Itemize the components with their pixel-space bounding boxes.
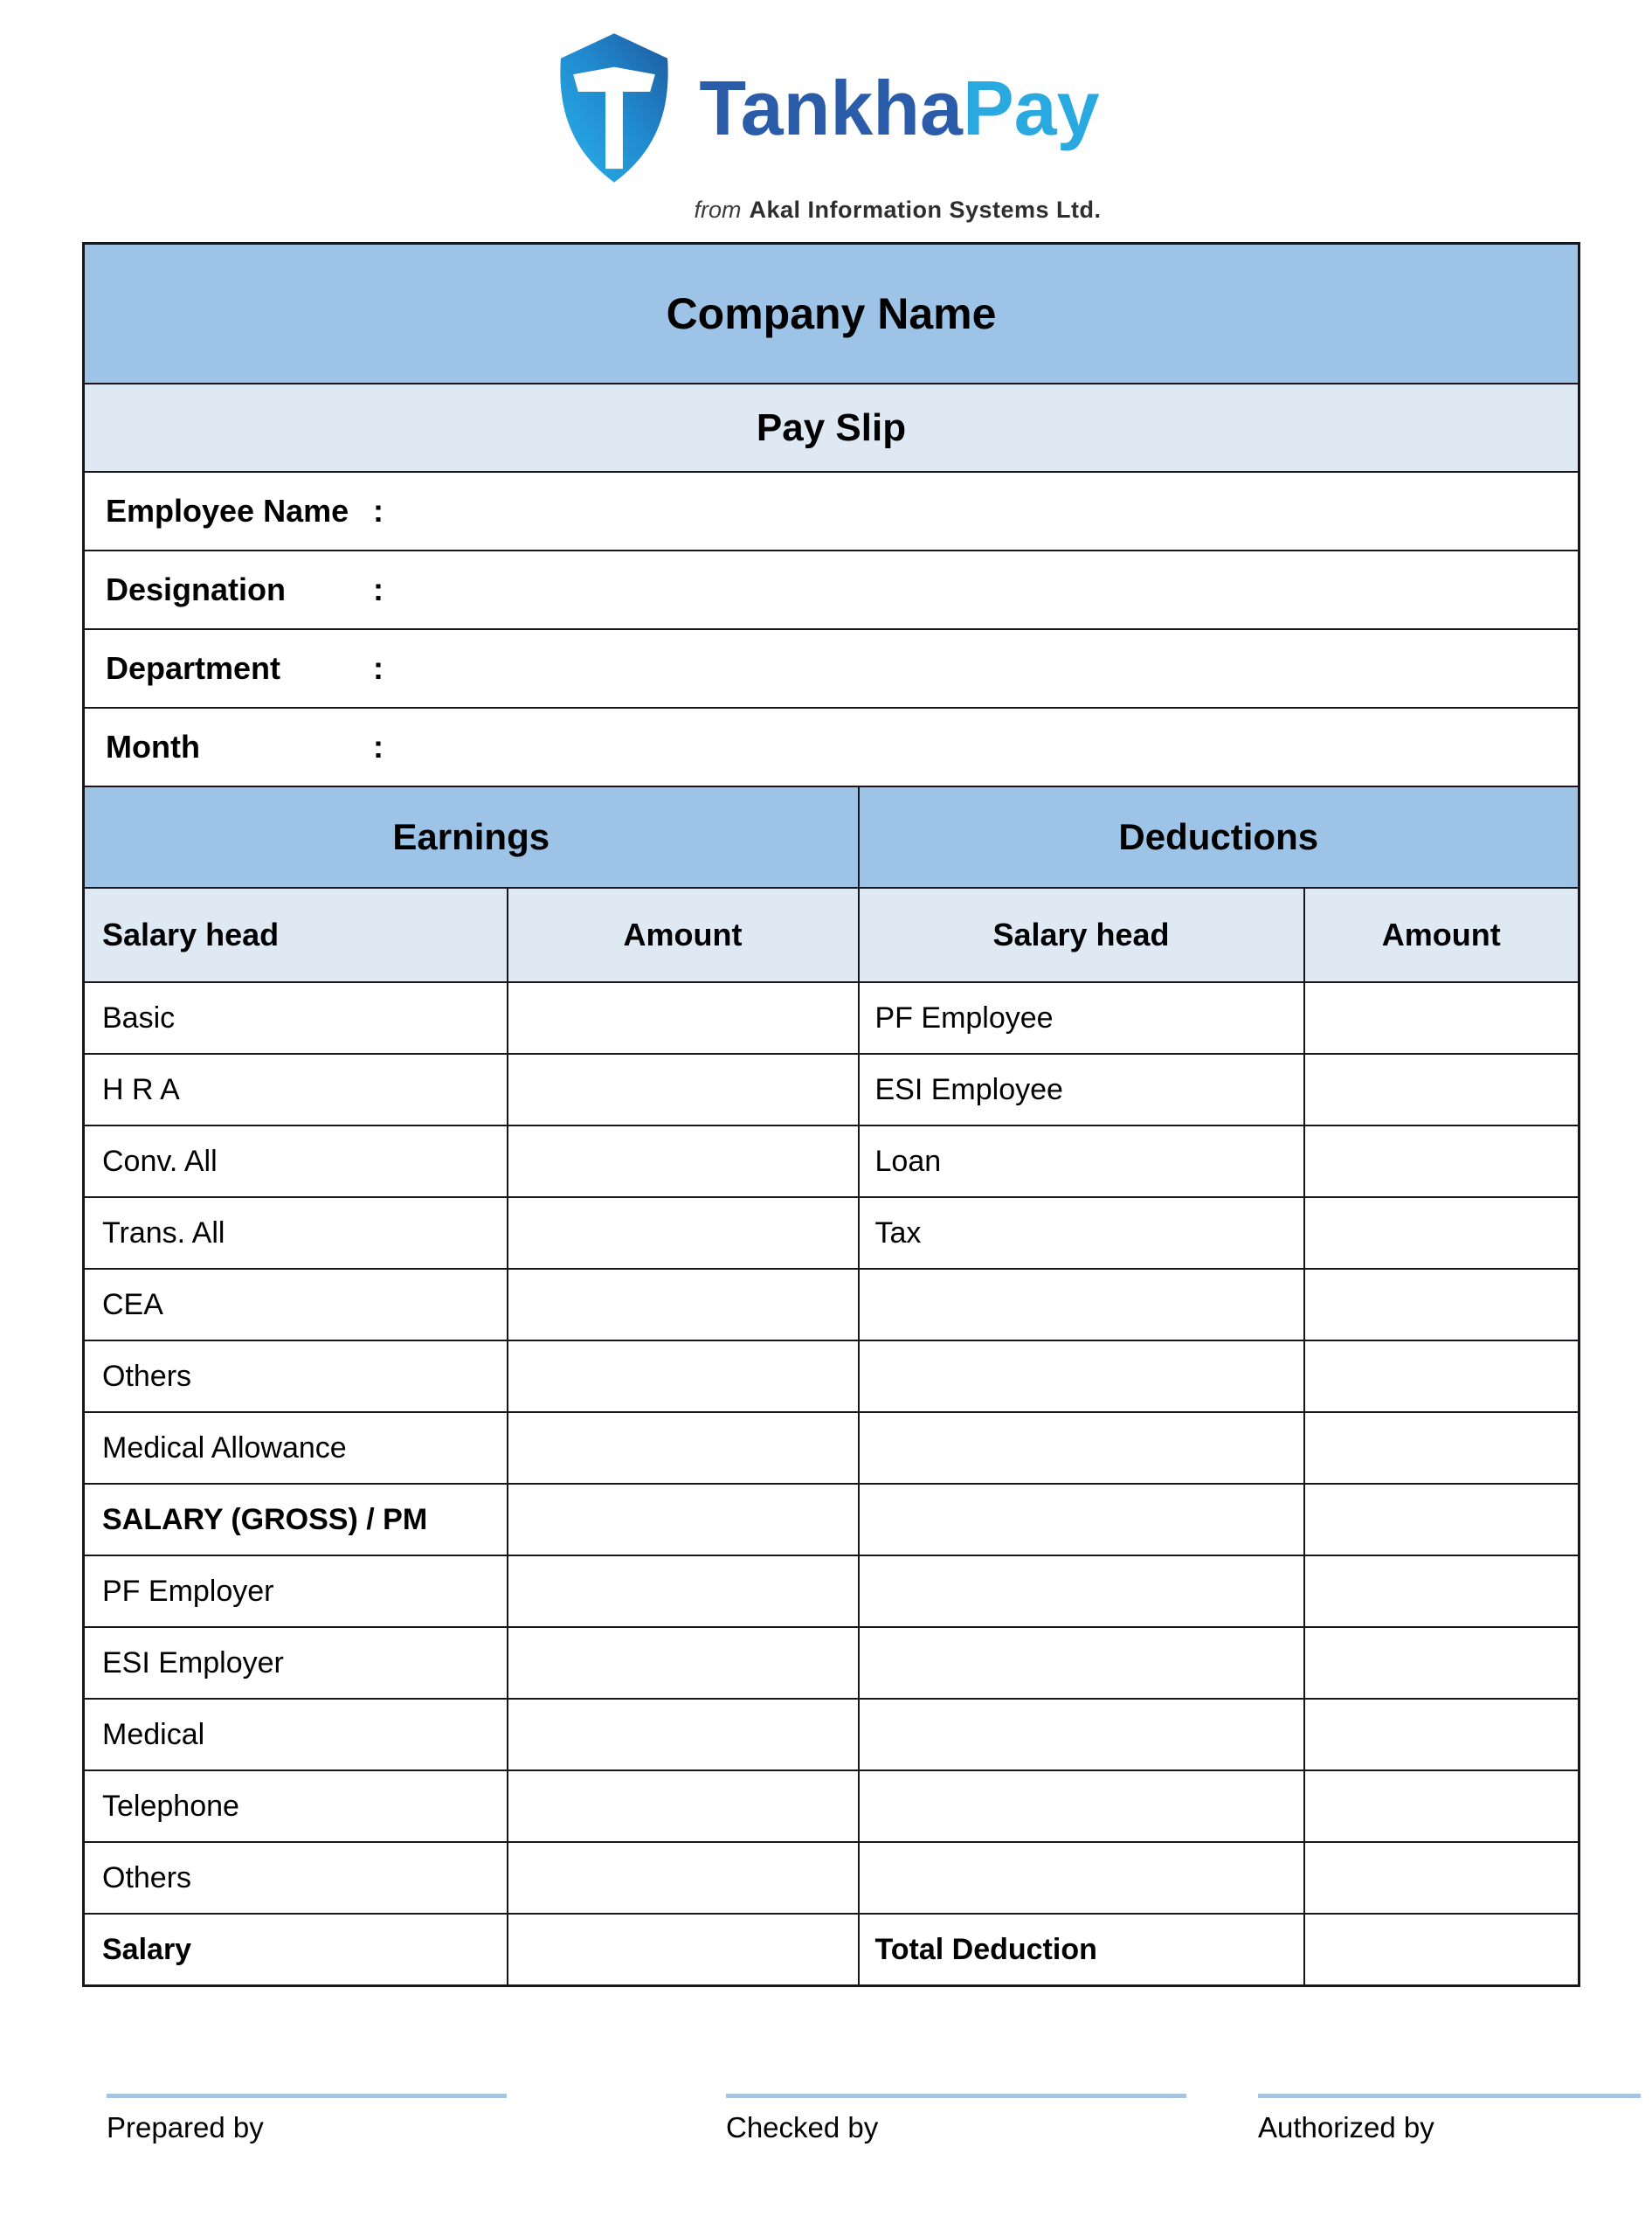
earning-amount-cell (508, 1340, 859, 1412)
earning-label-cell: PF Employer (84, 1555, 508, 1627)
earning-label-cell: Others (84, 1340, 508, 1412)
table-row (84, 1555, 1579, 1627)
deduction-label-cell (859, 1842, 1304, 1914)
employee-name-label: Employee Name (106, 493, 349, 529)
tagline-company: Akal Information Systems Ltd. (749, 197, 1102, 223)
earning-label-cell: Medical Allowance (84, 1412, 508, 1484)
table-row (84, 1412, 1579, 1484)
table-row (84, 982, 1579, 1054)
earning-label-cell: CEA (84, 1269, 508, 1340)
deduction-amount-cell (1304, 1484, 1579, 1555)
signature-line (726, 2094, 1186, 2098)
deduction-amount-cell (1304, 1914, 1579, 1986)
earnings-amount-header: Amount (508, 888, 859, 982)
deduction-label-cell (859, 1484, 1304, 1555)
signature-line (1258, 2094, 1641, 2098)
month-colon: : (373, 729, 384, 765)
earning-amount-cell (508, 1412, 859, 1484)
table-row (84, 1699, 1579, 1770)
column-header-row (84, 888, 1579, 982)
earning-amount-cell (508, 1269, 859, 1340)
deduction-label-cell (859, 1627, 1304, 1699)
department-colon: : (373, 650, 384, 686)
designation-colon: : (373, 571, 384, 607)
deduction-label-cell: Tax (859, 1197, 1304, 1269)
logo-row (552, 30, 1099, 186)
signature-block-prepared-by (107, 2094, 507, 2144)
deductions-salary-head-header: Salary head (859, 888, 1304, 982)
earning-label-cell: H R A (84, 1054, 508, 1125)
deduction-label-cell (859, 1340, 1304, 1412)
table-row (84, 1340, 1579, 1412)
deduction-label-cell: PF Employee (859, 982, 1304, 1054)
deductions-amount-header: Amount (1304, 888, 1579, 982)
deduction-amount-cell (1304, 1770, 1579, 1842)
table-row (84, 1770, 1579, 1842)
earning-amount-cell (508, 1699, 859, 1770)
deduction-label-cell (859, 1555, 1304, 1627)
signature-label: Checked by (726, 2111, 879, 2144)
deduction-amount-cell (1304, 1269, 1579, 1340)
table-row (84, 1054, 1579, 1125)
info-row-department (84, 629, 1579, 708)
earning-amount-cell (508, 1197, 859, 1269)
table-row (84, 1627, 1579, 1699)
deduction-amount-cell (1304, 1555, 1579, 1627)
info-row-designation (84, 551, 1579, 629)
earning-label-cell: Conv. All (84, 1125, 508, 1197)
earning-amount-cell (508, 1627, 859, 1699)
deduction-label-cell: Loan (859, 1125, 1304, 1197)
table-row (84, 1125, 1579, 1197)
company-name-row (84, 244, 1579, 384)
signature-label: Authorized by (1258, 2111, 1434, 2144)
payslip-title-cell: Pay Slip (84, 384, 1579, 472)
tagline-prefix: from (694, 197, 742, 223)
deduction-label-cell (859, 1412, 1304, 1484)
deduction-label-cell: Total Deduction (859, 1914, 1304, 1986)
earning-label-cell: Trans. All (84, 1197, 508, 1269)
deduction-amount-cell (1304, 1054, 1579, 1125)
earning-amount-cell (508, 1484, 859, 1555)
deduction-label-cell (859, 1770, 1304, 1842)
signature-line (107, 2094, 507, 2098)
deduction-amount-cell (1304, 1842, 1579, 1914)
logo (0, 30, 1652, 224)
earning-amount-cell (508, 1054, 859, 1125)
brand-secondary-text: Pay (962, 64, 1100, 151)
designation-label: Designation (106, 571, 287, 607)
table-row (84, 1914, 1579, 1986)
info-row-employee-name (84, 472, 1579, 551)
earning-label-cell: Telephone (84, 1770, 508, 1842)
signature-block-authorized-by (1258, 2094, 1641, 2144)
earning-label-cell: Others (84, 1842, 508, 1914)
company-name-cell: Company Name (84, 244, 1579, 384)
earnings-salary-head-header: Salary head (84, 888, 508, 982)
earning-label-cell: Salary (84, 1914, 508, 1986)
deduction-amount-cell (1304, 1125, 1579, 1197)
table-row (84, 1484, 1579, 1555)
info-row-month (84, 708, 1579, 786)
earning-label-cell: SALARY (GROSS) / PM (84, 1484, 508, 1555)
payslip-title-row (84, 384, 1579, 472)
deduction-amount-cell (1304, 982, 1579, 1054)
earning-label-cell: Basic (84, 982, 508, 1054)
earning-label-cell: Medical (84, 1699, 508, 1770)
deduction-label-cell: ESI Employee (859, 1054, 1304, 1125)
deduction-amount-cell (1304, 1627, 1579, 1699)
month-label: Month (106, 729, 200, 765)
deduction-amount-cell (1304, 1197, 1579, 1269)
brand-wordmark (699, 64, 1100, 151)
table-row (84, 1269, 1579, 1340)
earnings-header-cell: Earnings (84, 786, 859, 888)
deduction-amount-cell (1304, 1699, 1579, 1770)
earning-amount-cell (508, 1125, 859, 1197)
deduction-label-cell (859, 1269, 1304, 1340)
earning-label-cell: ESI Employer (84, 1627, 508, 1699)
deduction-amount-cell (1304, 1340, 1579, 1412)
table-row (84, 1842, 1579, 1914)
section-header-row (84, 786, 1579, 888)
department-label: Department (106, 650, 281, 686)
tankhapay-shield-icon (552, 30, 676, 186)
table-row (84, 1197, 1579, 1269)
brand-primary-text: Tankha (699, 64, 963, 151)
earning-amount-cell (508, 982, 859, 1054)
deduction-amount-cell (1304, 1412, 1579, 1484)
deductions-header-cell: Deductions (859, 786, 1579, 888)
employee-name-colon: : (373, 493, 384, 529)
signature-label: Prepared by (107, 2111, 264, 2144)
payslip-table (82, 242, 1580, 1987)
deduction-label-cell (859, 1699, 1304, 1770)
earning-amount-cell (508, 1555, 859, 1627)
earning-amount-cell (508, 1770, 859, 1842)
earning-amount-cell (508, 1914, 859, 1986)
signature-block-checked-by (726, 2094, 1186, 2144)
earning-amount-cell (508, 1842, 859, 1914)
logo-tagline (694, 197, 1101, 224)
